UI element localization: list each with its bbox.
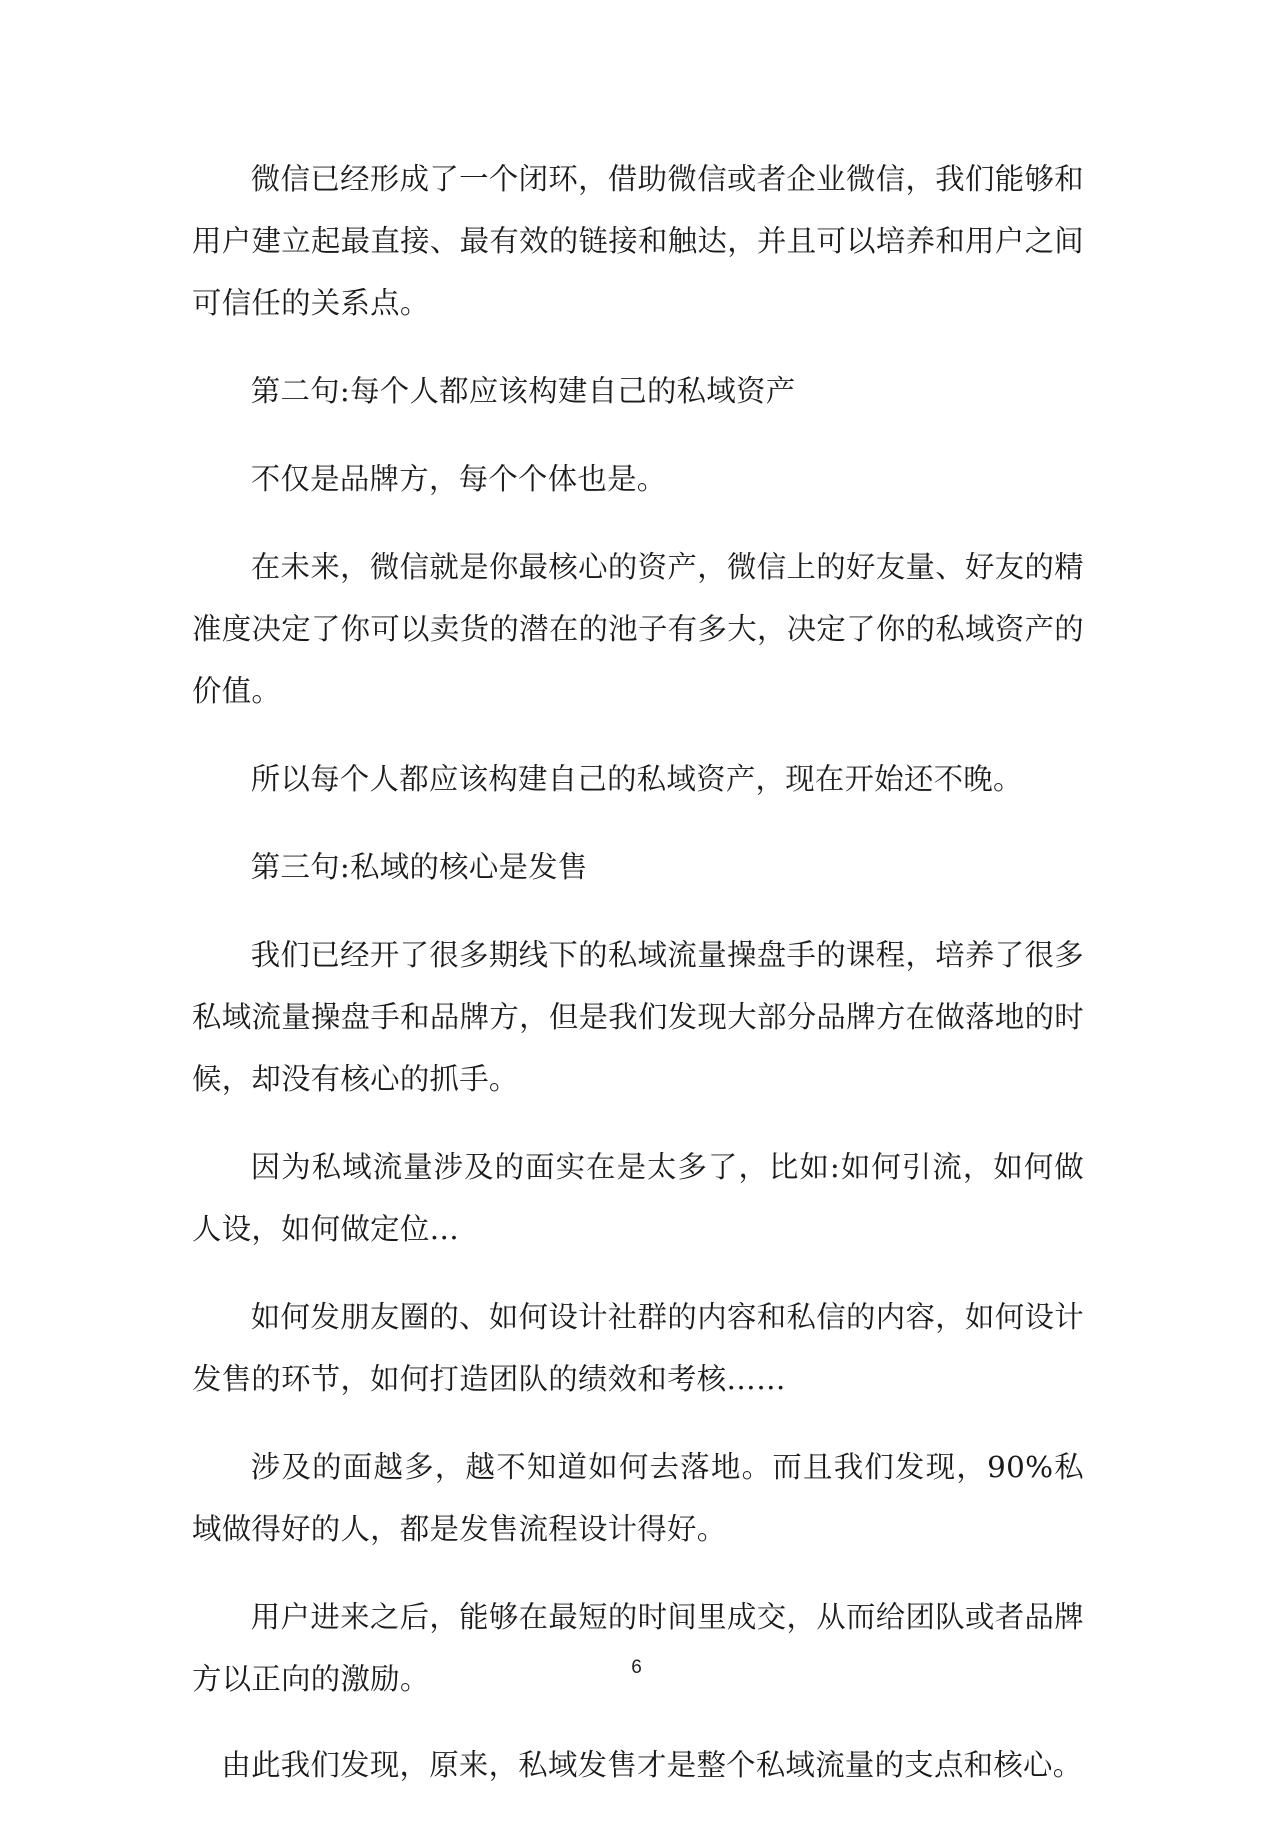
body-paragraph: 涉及的面越多，越不知道如何去落地。而且我们发现，90%私域做得好的人，都是发售流程设计得好。 (192, 1450, 1084, 1546)
section-heading: 第二句:每个人都应该构建自己的私域资产 (250, 374, 796, 408)
closing-paragraph: 由此我们发现，原来，私域发售才是整个私域流量的支点和核心。 (221, 1748, 1083, 1782)
body-paragraph: 所以每个人都应该构建自己的私域资产，现在开始还不晚。 (250, 762, 1023, 796)
body-paragraph: 用户进来之后，能够在最短的时间里成交，从而给团队或者品牌方以正向的激励。 (192, 1600, 1084, 1696)
section-heading: 第三句:私域的核心是发售 (250, 850, 588, 884)
body-paragraph: 在未来，微信就是你最核心的资产，微信上的好友量、好友的精准度决定了你可以卖货的潜在的池子有多大，决定了你的私域资产的价值。 (192, 550, 1084, 708)
document-body (192, 148, 1084, 1822)
body-paragraph: 如何发朋友圈的、如何设计社群的内容和私信的内容，如何设计发售的环节，如何打造团队的绩效和考核…… (192, 1300, 1084, 1396)
body-paragraph: 我们已经开了很多期线下的私域流量操盘手的课程，培养了很多私域流量操盘手和品牌方，但是我们发现大部分品牌方在做落地的时候，却没有核心的抓手。 (192, 938, 1084, 1096)
body-paragraph: 不仅是品牌方，每个个体也是。 (250, 462, 667, 496)
body-paragraph: 因为私域流量涉及的面实在是太多了，比如:如何引流，如何做人设，如何做定位… (192, 1150, 1084, 1246)
body-paragraph: 微信已经形成了一个闭环，借助微信或者企业微信，我们能够和用户建立起最直接、最有效的链接和触达，并且可以培养和用户之间可信任的关系点。 (192, 162, 1084, 320)
page-number: 6 (631, 1657, 642, 1678)
